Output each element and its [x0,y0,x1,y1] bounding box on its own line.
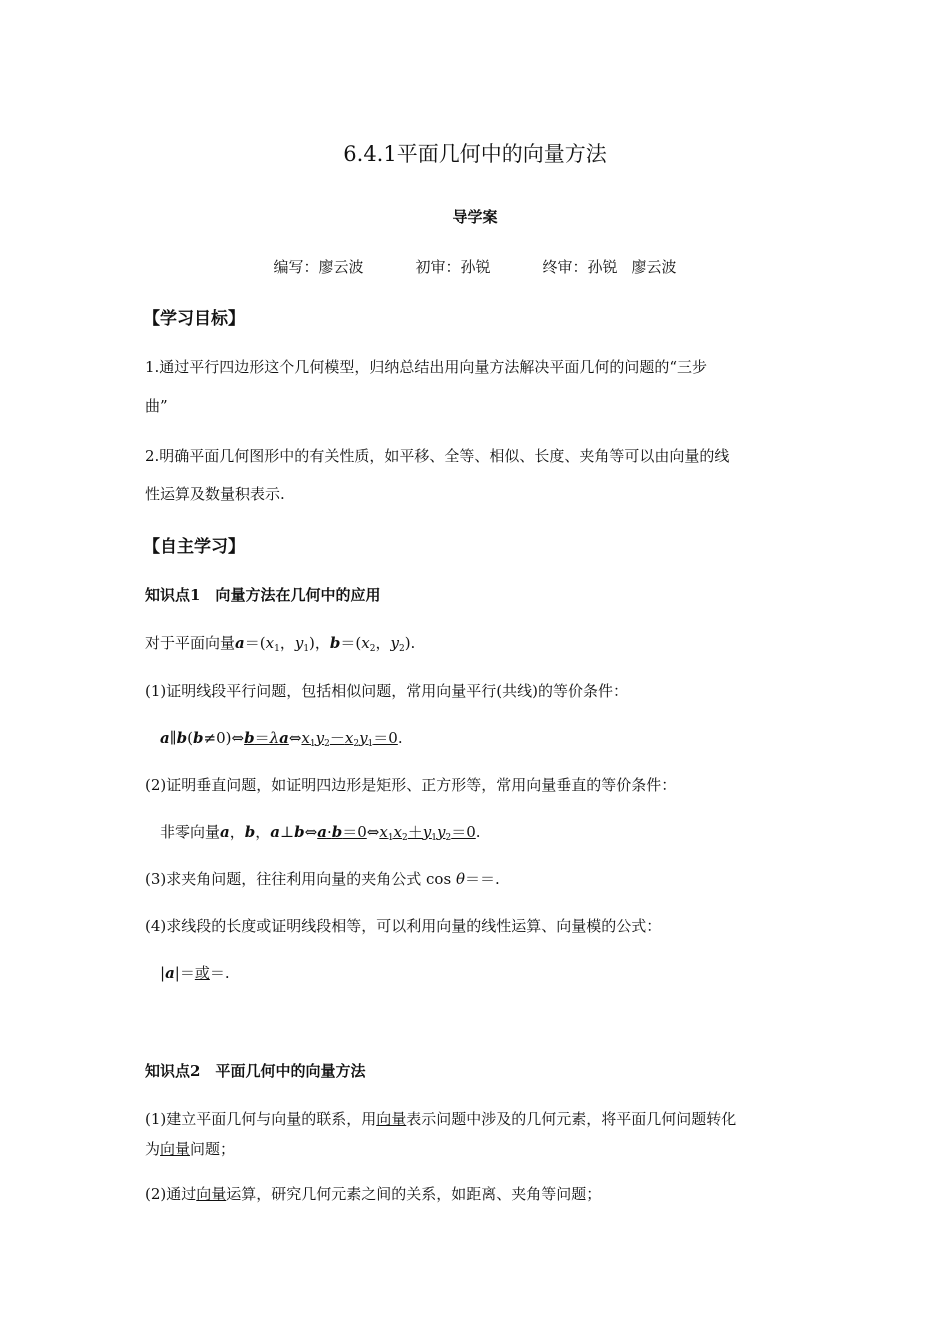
goal-1-line-2: 曲” [145,397,168,415]
goal-1-line-1: 1.通过平行四边形这个几何模型，归纳总结出用向量方法解决平面几何的问题的“三步 [145,358,707,376]
kp1-or-word: 或 [194,964,210,982]
kp2-item-1-suffix: 表示问题中涉及的几何元素，将平面几何问题转化 [406,1110,737,1128]
credits-line [0,256,950,277]
kp2-item-1-underlined: 向量 [376,1110,407,1128]
page-subtitle: 导学案 [452,208,498,226]
first-review-credit: 初审：孙锐 [415,258,491,276]
kp2-item-2-prefix: (2)通过 [145,1185,197,1203]
kp1-perpendicular-formula: 非零向量a，b，$a\perp b\Leftrightarrow a\cdot b=0\Leftrightarrow x_1x_2+y_1y_2=0$. [160,823,481,843]
kp1-item-1: (1)证明线段平行问题，包括相似问题，常用向量平行(共线)的等价条件： [145,682,628,700]
kp2-item-1-line-2-prefix: 为 [145,1140,161,1158]
final-review-extra: 廖云波 [631,258,677,276]
kp2-item-1-line-2-suffix: 问题； [190,1140,236,1158]
kp1-parallel-formula: $a\parallel b(b\ne 0)\Leftrightarrow b=\lambda a\Leftrightarrow x_1y_2-x_2y_1=0$. [160,729,403,749]
knowledge-point-1-heading: 知识点1 向量方法在几何中的应用 [145,586,381,604]
kp1-item-3-text: (3)求夹角问题，往往利用向量的夹角公式 cos [145,870,452,888]
kp2-item-1-line-2-underlined: 向量 [160,1140,191,1158]
kp2-item-2 [145,1183,601,1204]
kp1-magnitude-formula: |a|＝或＝. [160,964,230,982]
goal-2-line-2: 性运算及数量积表示. [145,485,285,503]
knowledge-point-2-heading: 知识点2 平面几何中的向量方法 [145,1062,366,1080]
kp2-item-1-line-1 [145,1108,736,1129]
kp1-item-3: (3)求夹角问题，往往利用向量的夹角公式 cos θ＝＝. [145,870,500,888]
kp2-item-2-suffix: 运算，研究几何元素之间的关系，如距离、夹角等问题； [226,1185,602,1203]
self-study-heading: 【自主学习】 [143,537,245,557]
kp1-perp-prefix: 非零向量 [160,823,221,841]
kp1-item-4: (4)求线段的长度或证明线段相等，可以利用向量的线性运算、向量模的公式： [145,917,662,935]
kp1-item-2: (2)证明垂直问题，如证明四边形是矩形、正方形等，常用向量垂直的等价条件： [145,776,677,794]
kp2-item-1-line-2 [145,1138,235,1159]
goals-heading: 【学习目标】 [143,309,245,329]
final-review-credit: 终审：孙锐 [542,258,618,276]
kp1-intro-text: 对于平面向量 [145,634,236,652]
kp2-item-1-prefix: (1)建立平面几何与向量的联系，用 [145,1110,377,1128]
kp1-intro [145,632,415,654]
page-title: 6.4.1平面几何中的向量方法 [343,142,607,166]
kp1-intro-formula: $a=(x_1$，$y_1$)，$b=(x_2$，$y_2$). [235,634,416,654]
writer-credit: 编写：廖云波 [273,258,364,276]
goal-2-line-1: 2.明确平面几何图形中的有关性质，如平移、全等、相似、长度、夹角等可以由向量的线 [145,447,730,465]
kp2-item-2-underlined: 向量 [196,1185,227,1203]
